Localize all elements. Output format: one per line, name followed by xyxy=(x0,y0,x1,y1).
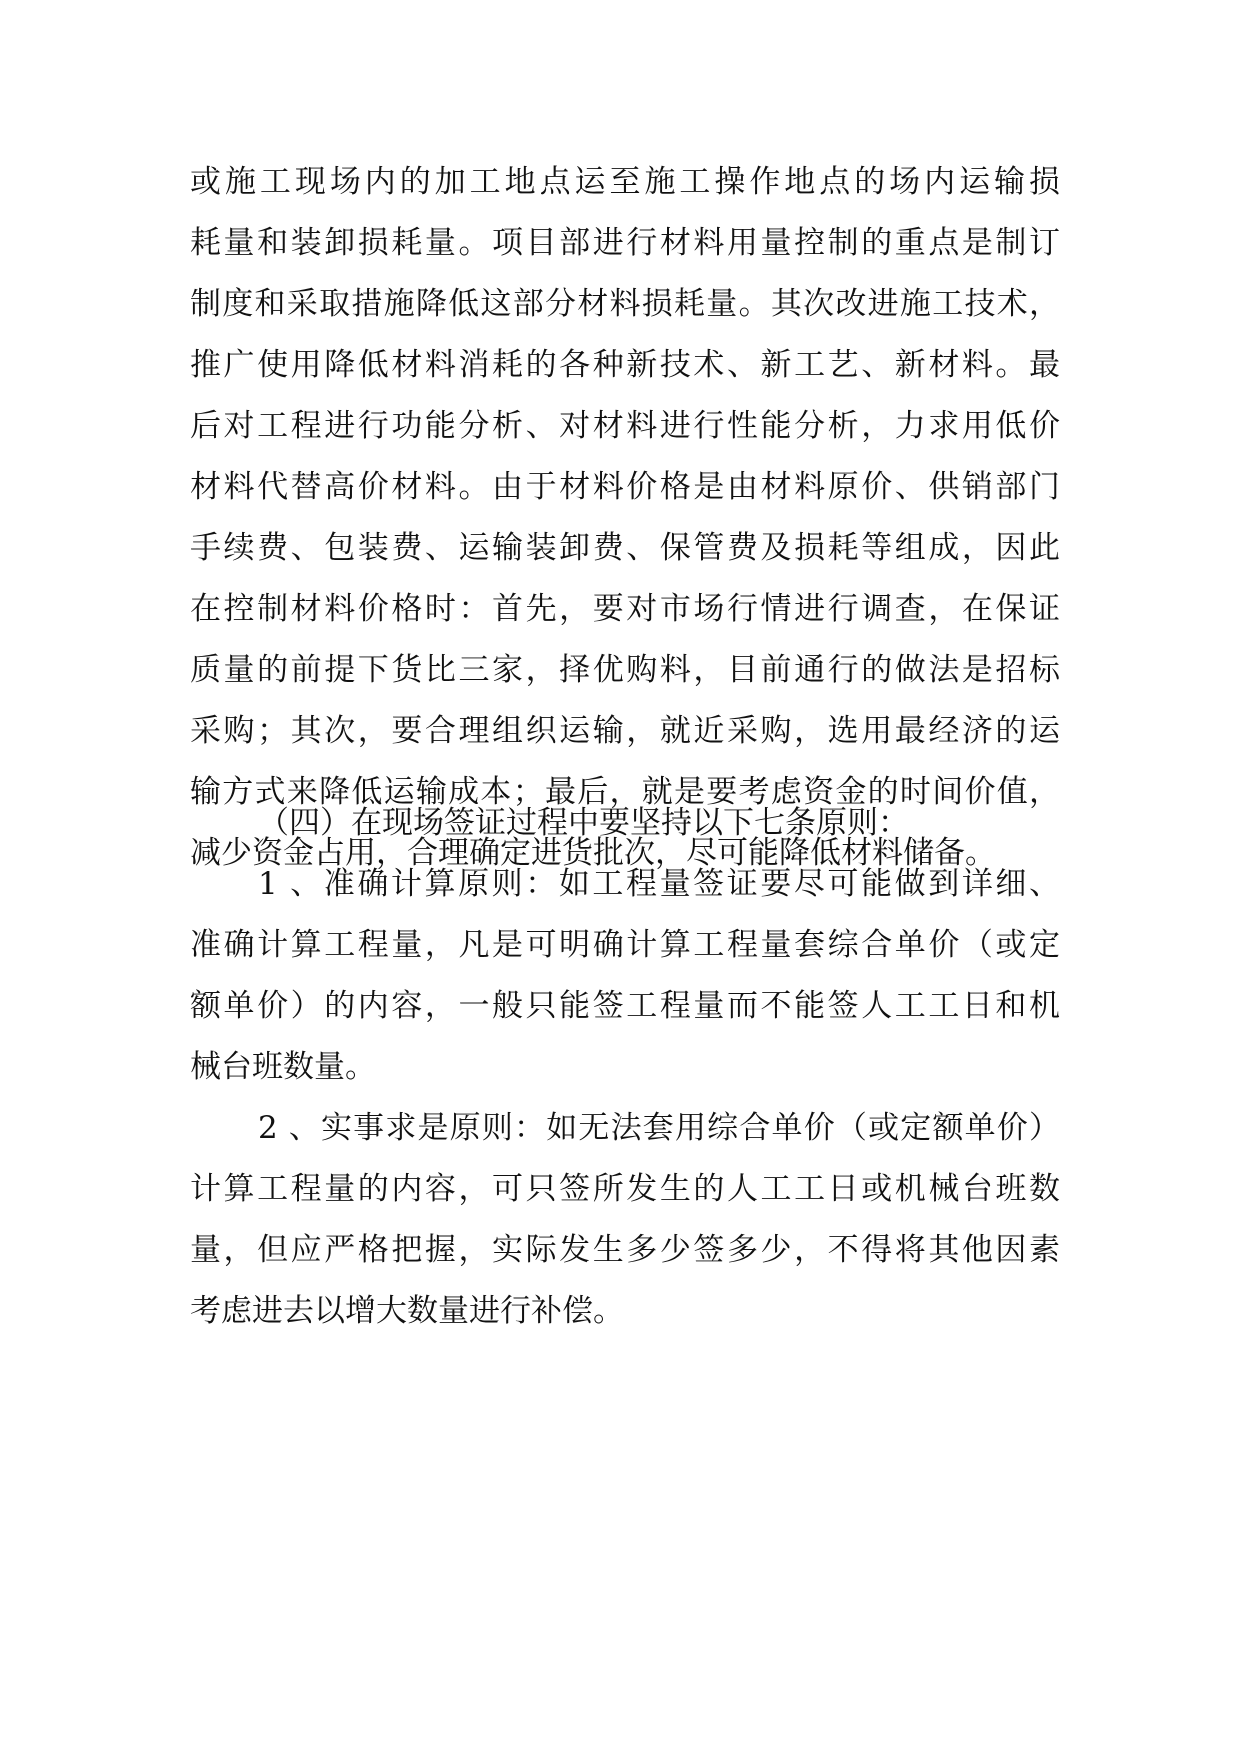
material-cost-paragraph xyxy=(190,152,1060,884)
text-line: 械台班数量。 xyxy=(190,1049,376,1085)
text-line: 输方式来降低运输成本；最后，就是要考虑资金的时间价值， xyxy=(190,774,1060,810)
text-line: 或施工现场内的加工地点运至施工操作地点的场内运输损 xyxy=(190,164,1060,200)
site-visa-principles-section xyxy=(190,793,1060,1342)
text-line: 量，但应严格把握，实际发生多少签多少，不得将其他因素 xyxy=(190,1232,1060,1268)
text-line: 材料代替高价材料。由于材料价格是由材料原价、供销部门 xyxy=(190,469,1060,505)
section-heading: （四）在现场签证过程中要坚持以下七条原则： xyxy=(258,805,909,841)
text-line: 2 、实事求是原则：如无法套用综合单价（或定额单价） xyxy=(258,1110,1060,1146)
text-line: 手续费、包装费、运输装卸费、保管费及损耗等组成，因此 xyxy=(190,530,1060,566)
text-line: 减少资金占用，合理确定进货批次，尽可能降低材料储备。 xyxy=(190,835,996,871)
principle-item-accurate-calculation xyxy=(190,854,1060,1098)
text-line: 后对工程进行功能分析、对材料进行性能分析，力求用低价 xyxy=(190,408,1060,444)
text-line: 1 、准确计算原则：如工程量签证要尽可能做到详细、 xyxy=(258,866,1060,902)
text-line: 准确计算工程量，凡是可明确计算工程量套综合单价（或定 xyxy=(190,927,1060,963)
text-line: 考虑进去以增大数量进行补偿。 xyxy=(190,1293,624,1329)
text-line: 额单价）的内容，一般只能签工程量而不能签人工工日和机 xyxy=(190,988,1060,1024)
text-line: 质量的前提下货比三家，择优购料，目前通行的做法是招标 xyxy=(190,652,1060,688)
text-line: 采购；其次，要合理组织运输，就近采购，选用最经济的运 xyxy=(190,713,1060,749)
text-line: 推广使用降低材料消耗的各种新技术、新工艺、新材料。最 xyxy=(190,347,1060,383)
text-line: 计算工程量的内容，可只签所发生的人工工日或机械台班数 xyxy=(190,1171,1060,1207)
text-line: 耗量和装卸损耗量。项目部进行材料用量控制的重点是制订 xyxy=(190,225,1060,261)
text-line: 制度和采取措施降低这部分材料损耗量。其次改进施工技术， xyxy=(190,286,1060,322)
principle-item-seek-truth xyxy=(190,1098,1060,1342)
text-line: 在控制材料价格时：首先，要对市场行情进行调查，在保证 xyxy=(190,591,1060,627)
